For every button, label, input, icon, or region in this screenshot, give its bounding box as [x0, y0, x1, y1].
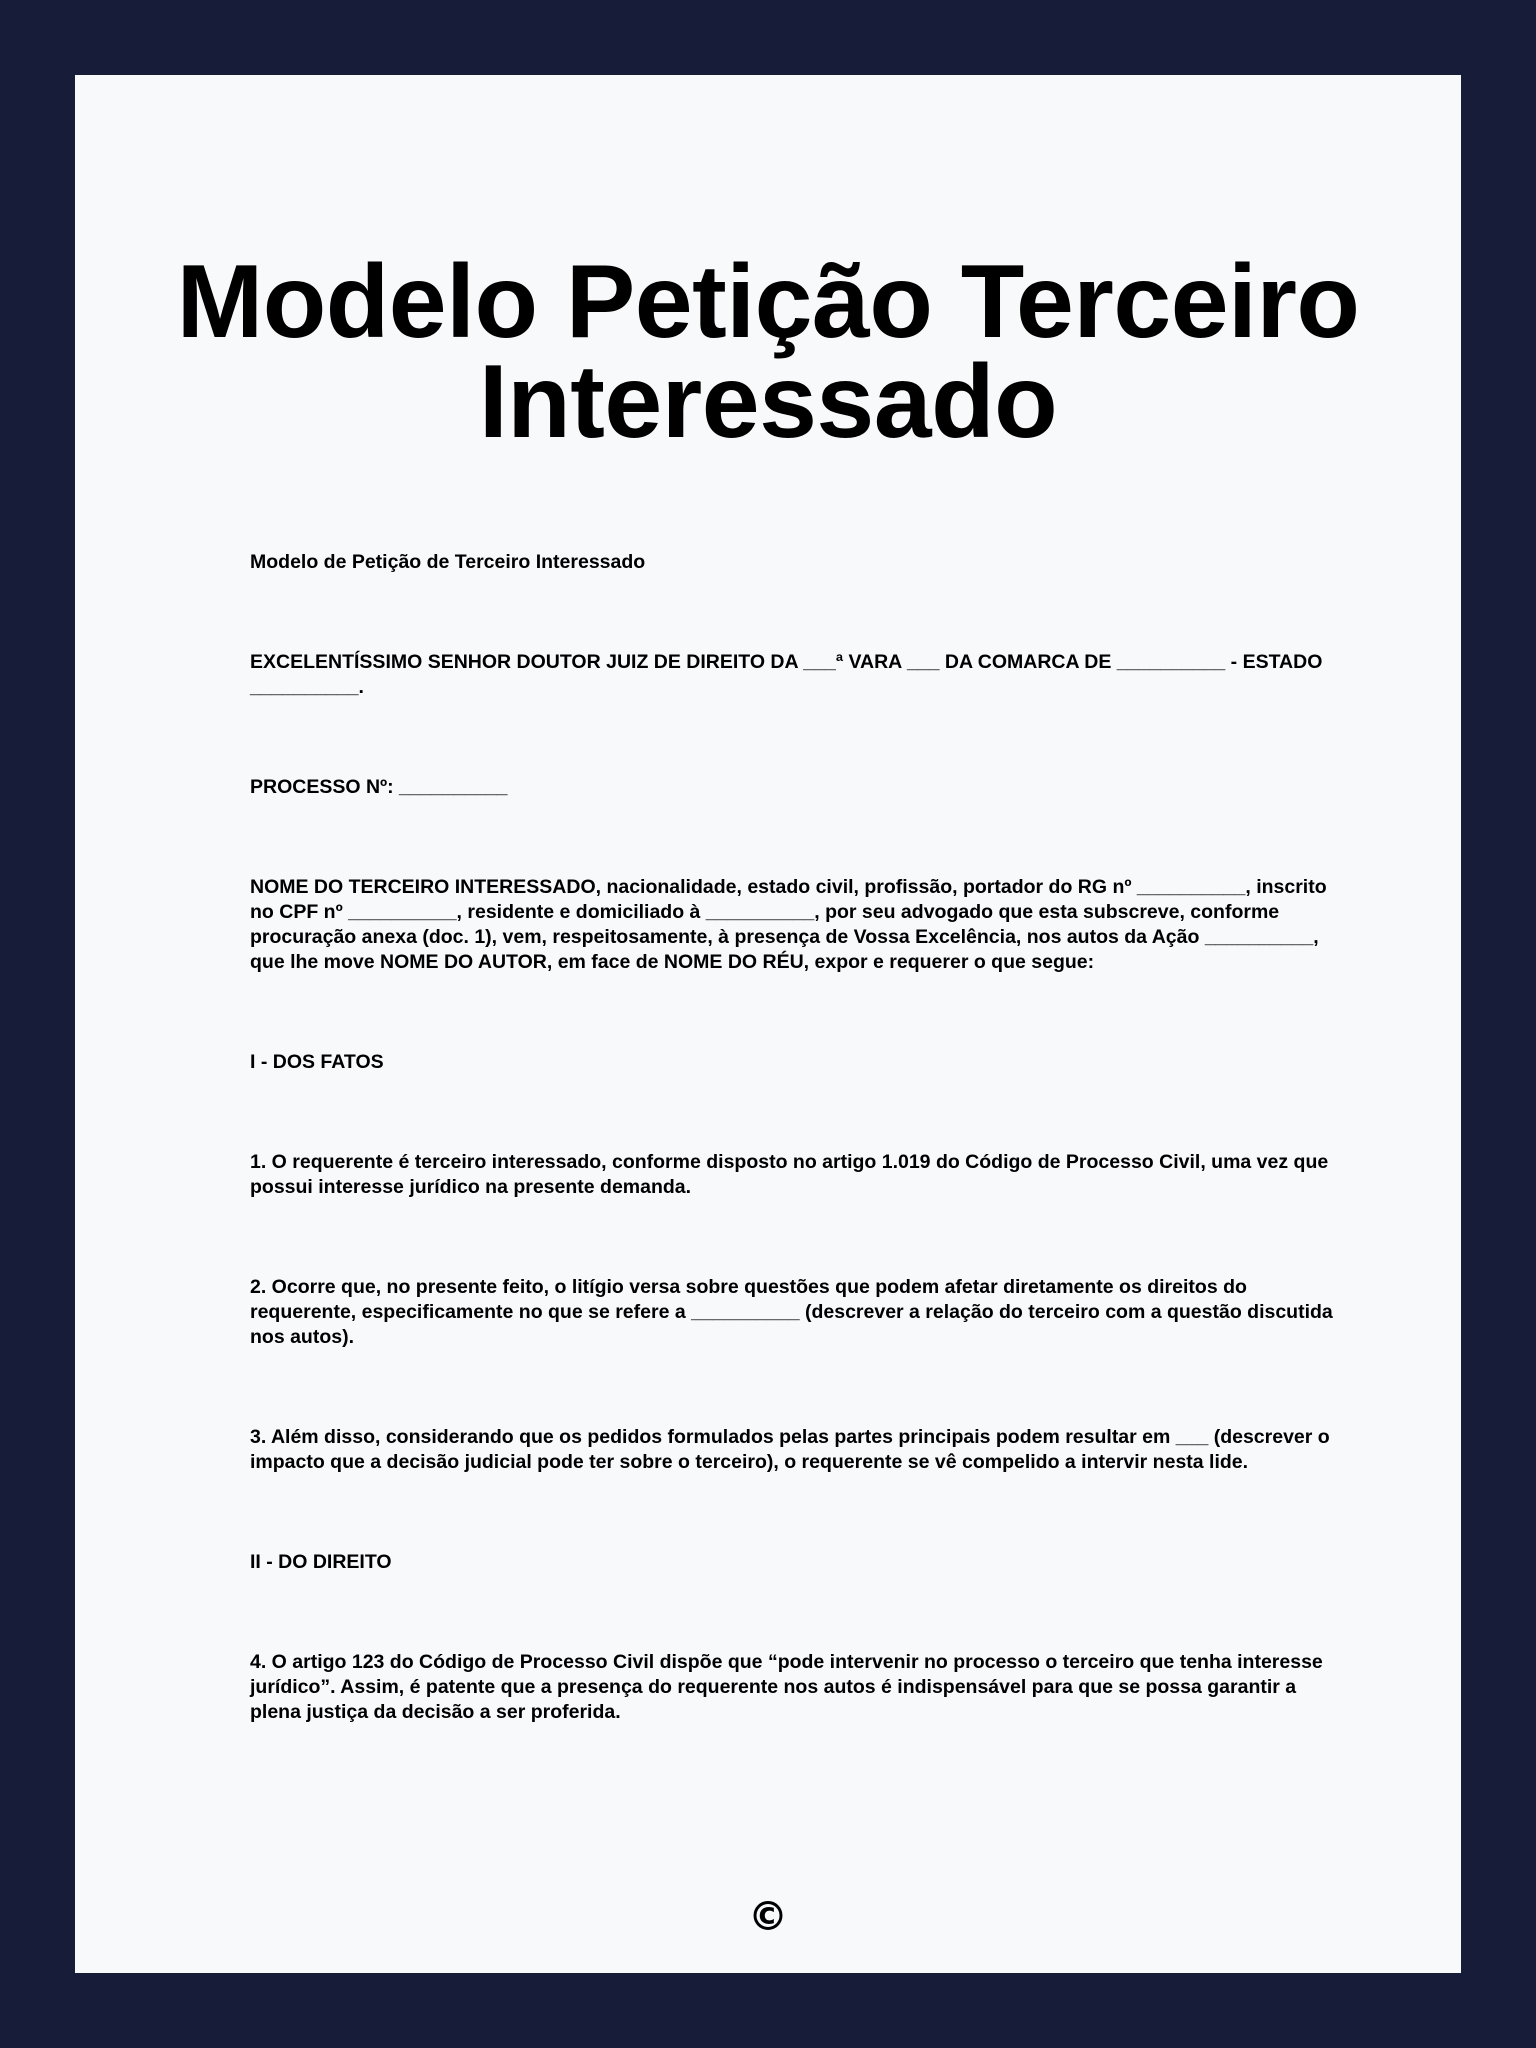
addressee-paragraph: EXCELENTÍSSIMO SENHOR DOUTOR JUIZ DE DIREITO DA ___ª VARA ___ DA COMARCA DE __________ - ESTADO __________. — [250, 651, 1323, 698]
document-body — [250, 550, 1350, 1800]
fact-paragraph-3: 3. Além disso, considerando que os pedidos formulados pelas partes principais podem resultar em ___ (descrever o impacto que a decisão judicial pode ter sobre o terceiro), o requerente se vê compelido a intervir nesta lide. — [250, 1426, 1330, 1473]
subtitle-paragraph: Modelo de Petição de Terceiro Interessado — [250, 551, 646, 573]
document-page — [75, 75, 1461, 1973]
fact-paragraph-2: 2. Ocorre que, no presente feito, o litígio versa sobre questões que podem afetar diretamente os direitos do requerente, especificamente no que se refere a __________ (descrever a relação do terceiro com a questão discutida nos autos). — [250, 1276, 1333, 1348]
section-heading-facts: I - DOS FATOS — [250, 1051, 384, 1073]
document-title: Modelo Petição Terceiro Interessado — [176, 244, 1360, 460]
copyright-icon: © — [748, 1894, 788, 1940]
process-number-paragraph: PROCESSO Nº: __________ — [250, 776, 508, 798]
law-paragraph-4: 4. O artigo 123 do Código de Processo Civil dispõe que “pode intervenir no processo o terceiro que tenha interesse jurídico”. Assim, é patente que a presença do requerente nos autos é indispensável para que se possa garantir a plena justiça da decisão a ser proferida. — [250, 1651, 1323, 1723]
fact-paragraph-1: 1. O requerente é terceiro interessado, conforme disposto no artigo 1.019 do Código de Processo Civil, uma vez que possui interesse jurídico na presente demanda. — [250, 1151, 1329, 1198]
qualification-paragraph: NOME DO TERCEIRO INTERESSADO, nacionalidade, estado civil, profissão, portador do RG nº __________, inscrito no CPF nº __________, residente e domiciliado à __________, por seu advogado que esta subscreve, conforme procuração anexa (doc. 1), vem, respeitosamente, à presença de Vossa Excelência, nos autos da Ação __________, que lhe move NOME DO AUTOR, em face de NOME DO RÉU, expor e requerer o que segue: — [250, 876, 1327, 973]
section-heading-law: II - DO DIREITO — [250, 1551, 392, 1573]
